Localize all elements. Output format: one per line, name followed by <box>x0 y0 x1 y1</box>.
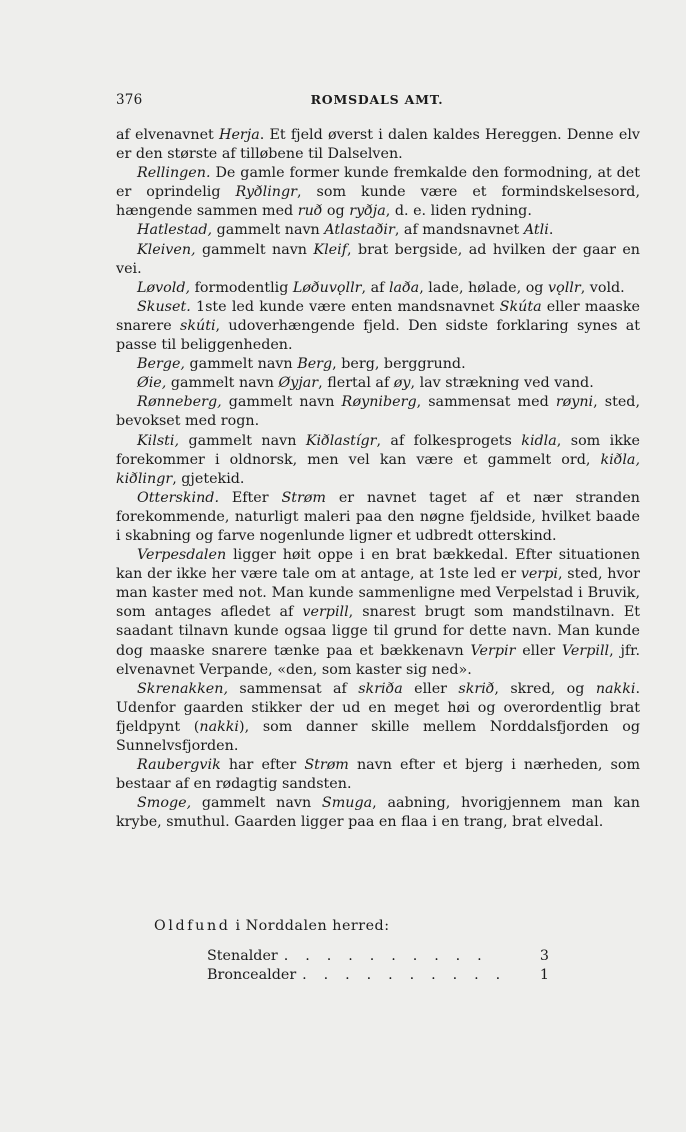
italic-term: Øyjar <box>278 375 319 392</box>
italic-term: Hatlestad, <box>137 222 213 239</box>
paragraph <box>116 546 640 680</box>
italic-term: Atli <box>523 222 549 239</box>
italic-term: Berg <box>297 356 333 373</box>
text-run: gammelt navn <box>212 222 325 239</box>
text-run: gammelt navn <box>195 241 314 258</box>
page-header <box>116 92 638 110</box>
text-run: Efter <box>218 489 282 506</box>
text-run: , som ikke forekommer i oldnorsk, men vel kan være et gammelt ord, <box>116 432 641 468</box>
oldfund-item-name: Stenalder <box>207 948 278 964</box>
leader-dots: . . . . . . . . . . <box>283 948 488 964</box>
oldfund-item-count: 1 <box>539 967 549 984</box>
paragraph <box>116 164 640 221</box>
italic-term: verpi <box>520 566 558 583</box>
italic-term: ruð <box>297 203 323 220</box>
italic-term: Kleif <box>313 241 347 258</box>
italic-term: Kilsti, <box>137 432 180 449</box>
text-run: er navnet taget af et nær stranden forekommende, naturligt maleri paa den nøgne fjeldside, hvilket baade i skabning og farve nogenlunde ligner et udbredt otterskind. <box>116 489 640 544</box>
text-run: , af folkesprogets <box>376 432 522 449</box>
text-run: , aabning, hvorigjennem man kan krybe, smuthul. Gaarden ligger paa en flaa i en trang, brat elvedal. <box>116 795 640 831</box>
oldfund-item-name: Broncealder <box>207 967 297 984</box>
italic-term: Raubergvik <box>137 757 221 774</box>
italic-term: Løðuvǫllr <box>292 279 362 296</box>
italic-term: nakki <box>199 718 240 735</box>
italic-term: Strøm <box>281 489 326 506</box>
text-run: eller <box>402 680 459 697</box>
italic-term: verpill <box>302 604 349 621</box>
italic-term: skriða <box>358 680 403 697</box>
text-run: , skred, og <box>494 680 596 697</box>
text-run: eller maaske snarere <box>116 298 640 334</box>
italic-term: vǫllr <box>548 279 581 296</box>
text-run: , d. e. liden rydning. <box>385 203 532 220</box>
italic-term: skrið <box>458 680 495 697</box>
paragraph <box>116 374 640 393</box>
text-run: , snarest brugt som mandstilnavn. Et saadant tilnavn kunde ogsaa ligge til grund for dette navn. Man kunde dog maaske snarere tænke paa et bækkenavn <box>116 604 641 659</box>
oldfund-row <box>207 947 549 966</box>
text-run: gammelt navn <box>166 375 279 392</box>
text-run: navn efter et bjerg i nærheden, som bestaar af en rødagtig sandsten. <box>116 757 640 793</box>
text-run: formodentlig <box>190 279 293 296</box>
italic-term: Smuga <box>321 795 373 812</box>
text-run: , som kunde være et formindskelsesord, hængende sammen med <box>116 184 640 220</box>
italic-term: Skuset. <box>137 298 191 315</box>
text-run: gammelt navn <box>191 795 322 812</box>
body-text <box>116 126 640 832</box>
italic-term: Skúta <box>499 298 542 315</box>
text-run: , flertal af <box>318 375 394 392</box>
text-run: , brat bergside, ad hvilken der gaar en vei. <box>116 241 640 277</box>
paragraph <box>116 298 640 355</box>
text-run: , udoverhængende fjeld. Den sidste forklaring synes at passe til beliggenheden. <box>116 317 640 354</box>
oldfund-label-rest: i Norddalen herred: <box>230 918 390 934</box>
text-run: , jfr. elvenavnet Verpande, «den, som kaster sig ned». <box>116 642 640 678</box>
italic-term: Skrenakken, <box>137 680 229 697</box>
page-number: 376 <box>116 92 143 108</box>
paragraph <box>116 393 640 431</box>
oldfund-list <box>207 947 549 986</box>
text-run: , lade, hølade, og <box>419 279 549 296</box>
text-run: , af mandsnavnet <box>394 222 524 239</box>
text-run: . Et fjeld øverst i dalen kaldes Hereggen. Denne elv er den største af tilløbene til Dalselven. <box>116 127 640 163</box>
text-run: De gamle former kunde fremkalde den formodning, at det er oprindelig <box>116 165 640 201</box>
text-run: og <box>322 203 350 220</box>
paragraph <box>116 756 640 794</box>
text-run: , vold. <box>580 279 625 296</box>
italic-term: øy <box>393 375 411 392</box>
paragraph <box>116 279 640 298</box>
italic-term: kidla <box>521 432 557 449</box>
italic-term: Herja <box>219 127 260 143</box>
italic-term: laða <box>388 279 420 296</box>
italic-term: Verpir <box>470 642 516 659</box>
paragraph <box>116 489 640 546</box>
italic-term: Rellingen. <box>137 165 211 182</box>
italic-term: Kleiven, <box>137 241 196 258</box>
text-run: gammelt navn <box>179 432 306 449</box>
text-run: , berg, berggrund. <box>332 356 466 373</box>
italic-term: skúti <box>179 317 216 334</box>
text-run: 1ste led kunde være enten mandsnavnet <box>190 298 500 315</box>
running-title: ROMSDALS AMT. <box>310 92 444 107</box>
paragraph <box>116 794 640 832</box>
paragraph <box>116 221 640 240</box>
italic-term: Atlastaðir <box>324 222 395 239</box>
italic-term: Verpesdalen <box>137 547 227 564</box>
italic-term: ryðja <box>349 203 386 220</box>
text-run: ligger høit oppe i en brat bækkedal. Efter situationen kan der ikke her være tale om at antage, at 1ste led er <box>116 547 640 583</box>
italic-term: Strøm <box>304 757 349 774</box>
italic-term: kiðla, kiðlingr <box>116 451 640 487</box>
paragraph <box>116 355 640 374</box>
italic-term: Ryðlingr <box>235 184 298 201</box>
italic-term: Kiðlastígr <box>305 432 377 449</box>
italic-term: Verpill <box>561 642 610 659</box>
text-run: gammelt navn <box>221 394 342 411</box>
oldfund-row <box>207 966 549 985</box>
italic-term: Øie, <box>137 375 167 392</box>
paragraph <box>116 432 640 489</box>
text-run: . Udenfor gaarden stikker der ud en meget høi og overordentlig brat fjeldpynt ( <box>116 680 640 735</box>
text-run: . <box>548 222 554 239</box>
text-run: sammensat af <box>228 680 359 697</box>
text-run: , sted, bevokset med rogn. <box>116 394 640 430</box>
leader-dots: . . . . . . . . . . <box>302 967 507 984</box>
italic-term: Otterskind. <box>137 489 219 506</box>
italic-term: nakki <box>595 680 636 697</box>
text-run: , lav strækning ved vand. <box>410 375 594 392</box>
paragraph <box>116 241 640 279</box>
oldfund-heading <box>154 918 390 934</box>
paragraph <box>116 680 640 756</box>
text-run: , af <box>361 279 389 296</box>
oldfund-label-spaced: Oldfund <box>154 918 231 934</box>
text-run: , sted, hvor man kaster med not. Man kunde sammenligne med Verpelstad i Bruvik, som antages afledet af <box>116 566 640 621</box>
text-run: af elvenavnet <box>116 127 219 143</box>
text-run: ), som danner skille mellem Norddalsfjorden og Sunnelvsfjorden. <box>116 718 640 754</box>
italic-term: Løvold, <box>137 279 191 296</box>
oldfund-item-count: 3 <box>539 948 549 964</box>
italic-term: Smoge, <box>137 795 192 812</box>
italic-term: Røyniberg <box>341 394 417 411</box>
text-run: har efter <box>220 757 305 774</box>
text-run: gammelt navn <box>184 356 298 373</box>
text-run: eller <box>515 642 562 659</box>
text-run: , gjetekid. <box>172 470 245 487</box>
italic-term: Berge, <box>137 356 185 373</box>
text-run: , sammensat med <box>416 394 556 411</box>
paragraph <box>116 126 640 164</box>
italic-term: Rønneberg, <box>137 394 222 411</box>
italic-term: røyni <box>555 394 594 411</box>
